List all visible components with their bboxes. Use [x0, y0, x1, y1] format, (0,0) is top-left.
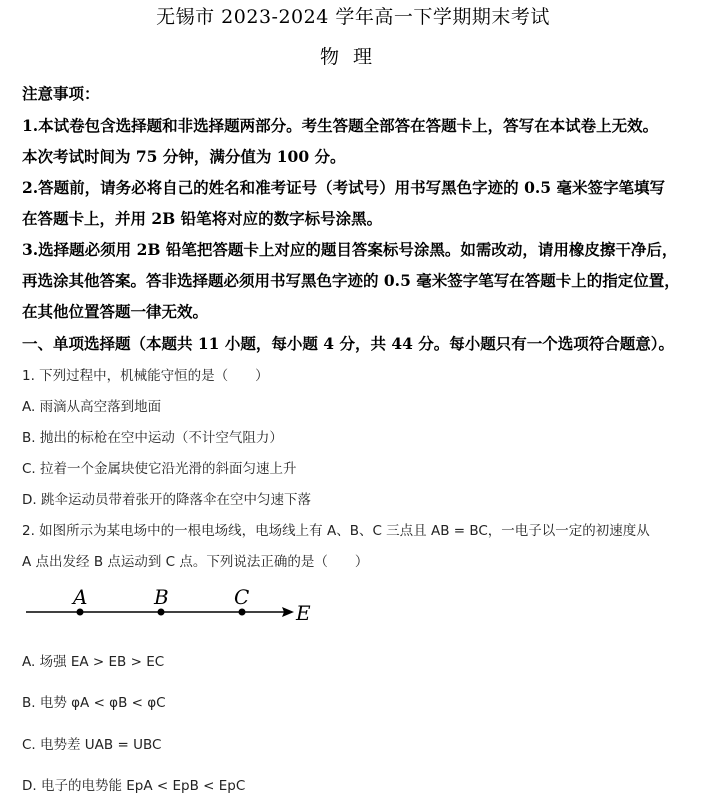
question-2-option-c: C. 电势差 UAB = UBC [22, 737, 162, 753]
notes-line: 2.答题前，请务必将自己的姓名和准考证号（考试号）用书写黑色字迹的 0.5 毫米签字笔填写 [22, 178, 665, 197]
question-1-option-c: C. 拉着一个金属块使它沿光滑的斜面匀速上升 [22, 461, 297, 477]
notes-heading: 注意事项： [22, 84, 100, 103]
notes-line: 3.选择题必须用 2B 铅笔把答题卡上对应的题目答案标号涂黑。如需改动，请用橡皮擦干净后， [22, 240, 678, 259]
field-label: E [296, 601, 311, 625]
point-a-dot [77, 609, 84, 616]
point-b-dot [158, 609, 165, 616]
point-b-label: B [154, 585, 169, 609]
notes-line: 本次考试时间为 75 分钟，满分值为 100 分。 [22, 147, 346, 166]
question-2-stem-line1: 2. 如图所示为某电场中的一根电场线，电场线上有 A、B、C 三点且 AB = BC，一电子以一定的初速度从 [22, 523, 650, 539]
section-heading: 一、单项选择题（本题共 11 小题，每小题 4 分，共 44 分。每小题只有一个选项符合题意）。 [22, 334, 675, 353]
notes-line: 再选涂其他答案。答非选择题必须用书写黑色字迹的 0.5 毫米签字笔写在答题卡上的指定位置， [22, 271, 680, 290]
question-1-option-b: B. 抛出的标枪在空中运动（不计空气阻力） [22, 430, 283, 446]
question-1-option-d: D. 跳伞运动员带着张开的降落伞在空中匀速下落 [22, 492, 311, 508]
exam-title: 无锡市 2023-2024 学年高一下学期期末考试 [156, 6, 550, 28]
question-2-option-d: D. 电子的电势能 EpA < EpB < EpC [22, 778, 246, 794]
question-1-option-a: A. 雨滴从高空落到地面 [22, 399, 162, 415]
point-c-label: C [234, 585, 250, 609]
question-1-stem: 1. 下列过程中，机械能守恒的是（ ） [22, 368, 269, 384]
notes-line: 在答题卡上，并用 2B 铅笔将对应的数字标号涂黑。 [22, 209, 383, 228]
electric-field-line-figure [22, 582, 322, 632]
question-2-option-b: B. 电势 φA < φB < φC [22, 695, 166, 711]
point-c-dot [239, 609, 246, 616]
notes-line: 1.本试卷包含选择题和非选择题两部分。考生答题全部答在答题卡上，答写在本试卷上无效。 [22, 116, 659, 135]
notes-line: 在其他位置答题一律无效。 [22, 302, 209, 321]
question-2-option-a: A. 场强 EA > EB > EC [22, 654, 165, 670]
question-2-stem-line2: A 点出发经 B 点运动到 C 点。下列说法正确的是（ ） [22, 554, 369, 570]
exam-subject: 物理 [319, 46, 386, 68]
point-a-label: A [73, 585, 88, 609]
